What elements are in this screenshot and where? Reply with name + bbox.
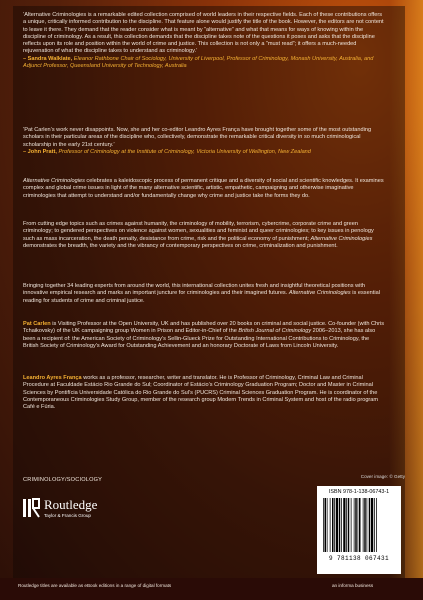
barcode-bar xyxy=(348,498,350,552)
barcode-bar xyxy=(336,498,338,552)
barcode-bar xyxy=(334,498,335,552)
subject-label: CRIMINOLOGY/SOCIOLOGY xyxy=(23,477,103,483)
bio-text: is Visiting Professor at the Open University, UK and has published over 20 books on criminal and social justice. Co-founder (with Chris Tchaikovsky) of the UK campaigning group Women in Prison and Editor-in-Chief of the xyxy=(23,321,385,335)
footer-note: Routledge titles are available as eBook editions in a range of digital formats xyxy=(18,583,172,588)
barcode-bar xyxy=(330,498,331,552)
routledge-logo-icon xyxy=(22,497,40,519)
barcode-bar xyxy=(343,498,345,552)
endorser-name: – Sandra Walklate, xyxy=(23,55,73,62)
book-title-italic: Alternative Criminologies xyxy=(310,235,373,242)
endorsement-walklate xyxy=(23,12,385,70)
publisher-subtitle: Taylor & Francis Group xyxy=(44,513,91,518)
author-name: Leandro Ayres França xyxy=(23,375,82,381)
barcode-bar xyxy=(332,498,334,552)
barcode-box xyxy=(317,486,401,574)
barcode-bar xyxy=(346,498,347,552)
barcode-bar xyxy=(374,498,375,552)
bio-leandro-franca xyxy=(23,375,385,411)
isbn-text: ISBN 978-1-138-06743-1 xyxy=(328,489,390,495)
informa-tag: an informa business xyxy=(332,583,374,588)
paragraph-text: From cutting edge topics such as crimes against humanity, the criminology of mobility, terrorism, cybercrime, corporate crime and green criminology; to gendered perspectives on violence against women, sexualities and feminist and queer criminologies; to key issues in penology such as mass incarceration, the death penalty, desistance from crime, risk and the political economy of punishment; xyxy=(23,221,374,242)
barcode-bar xyxy=(341,498,342,552)
paragraph-text: is essential reading for students of crime and criminal justice. xyxy=(23,290,380,304)
barcode-bar xyxy=(363,498,364,552)
barcode-bar xyxy=(355,498,357,552)
barcode-bar xyxy=(351,498,352,552)
description-paragraph-3 xyxy=(23,283,385,305)
publisher-name: Routledge xyxy=(44,497,98,512)
author-name: Pat Carlen xyxy=(23,321,51,327)
paragraph-text: demonstrates the breadth, the variety and the vibrancy of contemporary perspectives on crime, criminalization and punishment. xyxy=(23,242,338,249)
bio-text: works as a professor, researcher, writer and translator. He is Professor of Criminology, Criminal Law and Criminal Procedure at Faculdade Estácio Rio Grande do Sul; Coordinator of Estácio’s Criminology Graduation Program; Doctor and Master in Criminal Sciences by Pontifícia Universidade Católica do Rio Grande do Sul’s (PUCRS) Criminal Sciences Graduation Program. He is coordinator of the Contemporaneous Criminologies Study Group, member of the research group Modern Trends in Criminal System and host of the radio program Café e Fúria. xyxy=(23,375,379,411)
barcode-bar xyxy=(359,498,361,552)
barcode-bar xyxy=(327,498,328,552)
paragraph-text: Bringing together 34 leading experts from around the world, this international collection unites fresh and insightful theoretical positions with innovative empirical research and marks an important juncture for criminologies and their imagined futures. xyxy=(23,283,366,297)
endorsement-quote: ‘Pat Carlen’s work never disappoints. Now, she and her co-editor Leandro Ayres França have brought together some of the most outstanding scholars in their particular areas of the discipline who, collectively, demonstrate the remarkable critical diversity in so much criminological scholarship in the early 21st century.’ xyxy=(23,127,372,148)
barcode-number: 9 781138 067431 xyxy=(328,555,389,562)
barcode-bar xyxy=(354,498,355,552)
bio-pat-carlen xyxy=(23,321,385,350)
journal-title: British Journal of Criminology xyxy=(238,328,312,335)
barcode xyxy=(323,498,395,552)
barcode-bar xyxy=(323,498,324,552)
barcode-bar xyxy=(367,498,368,552)
book-title-italic: Alternative Criminologies xyxy=(23,178,85,184)
description-paragraph-2 xyxy=(23,221,385,250)
paragraph-text: celebrates a kaleidoscopic process of permanent critique and a diversity of social and scientific knowledges. It examines complex and global crime issues in light of the many alternative scientific, artistic, empathetic, campaigning and otherwise imaginative criminologies that attempt to understand and/or fundamentally change why crime and justice take the forms they do. xyxy=(23,178,384,199)
footer-strip xyxy=(0,578,423,600)
barcode-bar xyxy=(369,498,371,552)
cover-credit: Cover image: © Getty xyxy=(360,474,405,479)
endorser-title: Professor of Criminology at the Institute of Criminology, Victoria University of Wellington, New Zealand xyxy=(58,148,311,155)
book-title-italic: Alternative Criminologies xyxy=(288,290,351,297)
description-paragraph-1 xyxy=(23,178,385,200)
bio-text: 2006–2013, she has also been a recipient of: the American Society of Criminology’s Sellin-Glueck Prize for Outstanding International Contributions to Criminology, the British Society of Criminology’s Award for Outstanding Achievement and an honorary Doctorate of Laws from Lincoln University. xyxy=(23,328,376,349)
barcode-bar xyxy=(325,498,327,552)
barcode-bar xyxy=(371,498,373,552)
publisher-logo xyxy=(22,497,97,519)
barcode-bar xyxy=(358,498,359,552)
barcode-bar xyxy=(339,498,341,552)
barcode-bar xyxy=(376,498,377,552)
endorser-name: – John Pratt, xyxy=(23,148,57,155)
endorsement-pratt xyxy=(23,127,385,156)
barcode-bar xyxy=(364,498,366,552)
endorsement-quote: ‘Alternative Criminologies is a remarkable edited collection comprised of world leaders in their respective fields. Each of these contributions offers a unique, critically informed contribution to the discipline. That feature alone would justify the title of the book. However, the editors are not content to leave it there. They demand that the reader consider what is meant by “alternative” and what that means for ways of knowing within the discipline of criminology. As a result, this collection demands that the discipline takes note of the questions it poses and asks that the discipline reflects upon its role and position within the world of crime and justice. This collection is not only a “must read”; it offers a much-needed rejuvenation of what the discipline takes to understand as criminology.’ xyxy=(23,12,384,55)
endorser-title: Eleanor Rathbone Chair of Sociology, University of Liverpool, Professor of Criminology, Monash University, Australia, and Adjunct Professor, Queensland University of Technology, Australia xyxy=(23,55,374,70)
